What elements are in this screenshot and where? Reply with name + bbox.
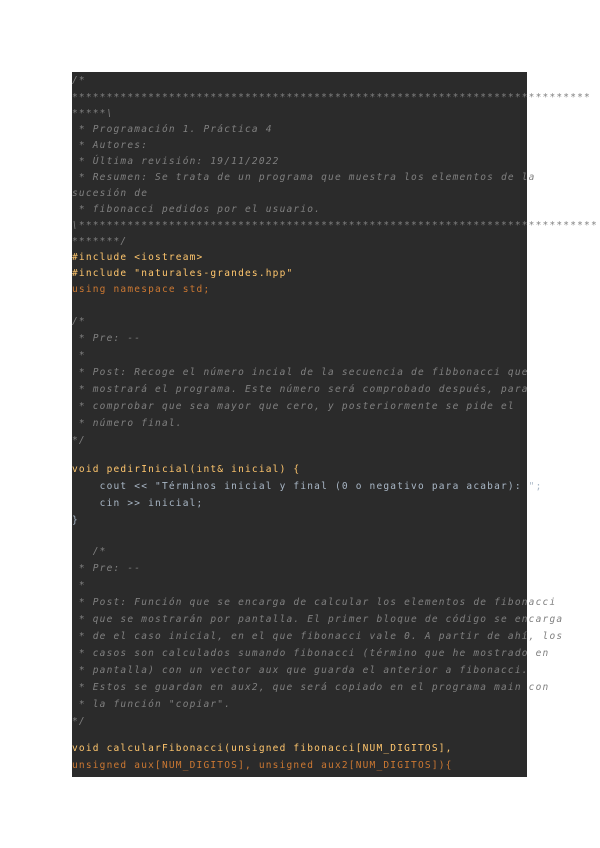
code-line: sucesión de [72, 188, 149, 199]
code-line: * de el caso inicial, en el que fibonacci vale 0. A partir de ahí, los [72, 631, 564, 642]
code-line: cout << "Términos inicial y final (0 o negativo para acabar): "; [72, 481, 543, 492]
include-line: #include <iostream> [72, 252, 204, 263]
function-signature: void pedirInicial(int& inicial) { [72, 464, 301, 475]
code-line: * mostrará el programa. Este número será comprobado después, para [72, 384, 529, 395]
code-line: * Post: Recoge el número incial de la secuencia de fibbonacci que [72, 367, 529, 378]
code-line: * Pre: -- [72, 333, 142, 344]
code-line: * número final. [72, 418, 183, 429]
code-line: *****\ [72, 108, 114, 119]
code-line: * Post: Función que se encarga de calcular los elementos de fibonacci [72, 597, 557, 608]
include-line: #include "naturales-grandes.hpp" [72, 268, 294, 279]
code-line: cin >> inicial; [72, 498, 204, 509]
code-line: */ [72, 435, 86, 446]
code-line: * comprobar que sea mayor que cero, y posteriormente se pide el [72, 401, 515, 412]
code-line: * casos son calculados sumando fibonacci (término que he mostrado en [72, 648, 550, 659]
code-line: /* [72, 546, 107, 557]
function-signature: void calcularFibonacci(unsigned fibonacci[NUM_DIGITOS], [72, 743, 453, 754]
code-line: /* [72, 75, 86, 86]
code-line: * Autores: [72, 140, 149, 151]
function-signature: unsigned aux[NUM_DIGITOS], unsigned aux2[NUM_DIGITOS]){ [72, 760, 453, 771]
using-line: using namespace std; [72, 284, 211, 295]
code-line: * [72, 580, 86, 591]
code-line: */ [72, 716, 86, 727]
code-line: * [72, 350, 86, 361]
code-line: * Pre: -- [72, 563, 142, 574]
code-line: *************************************************************************** [72, 92, 591, 103]
code-line: \*************************************************************************** [72, 220, 598, 231]
code-line: * Resumen: Se trata de un programa que muestra los elementos de la [72, 172, 536, 183]
code-listing [72, 72, 598, 777]
code-line: * Última revisión: 19/11/2022 [72, 156, 280, 167]
code-line: * fibonacci pedidos por el usuario. [72, 204, 322, 215]
code-line: /* [72, 316, 86, 327]
code-line: * que se mostrarán por pantalla. El primer bloque de código se encarga [72, 614, 564, 625]
code-line: * Estos se guardan en aux2, que será copiado en el programa main con [72, 682, 550, 693]
code-line: * pantalla) con un vector aux que guarda el anterior a fibonacci. [72, 665, 529, 676]
code-line: * Programación 1. Práctica 4 [72, 124, 273, 135]
code-line: * la función "copiar". [72, 699, 232, 710]
code-line: } [72, 515, 79, 526]
code-line: *******/ [72, 236, 128, 247]
